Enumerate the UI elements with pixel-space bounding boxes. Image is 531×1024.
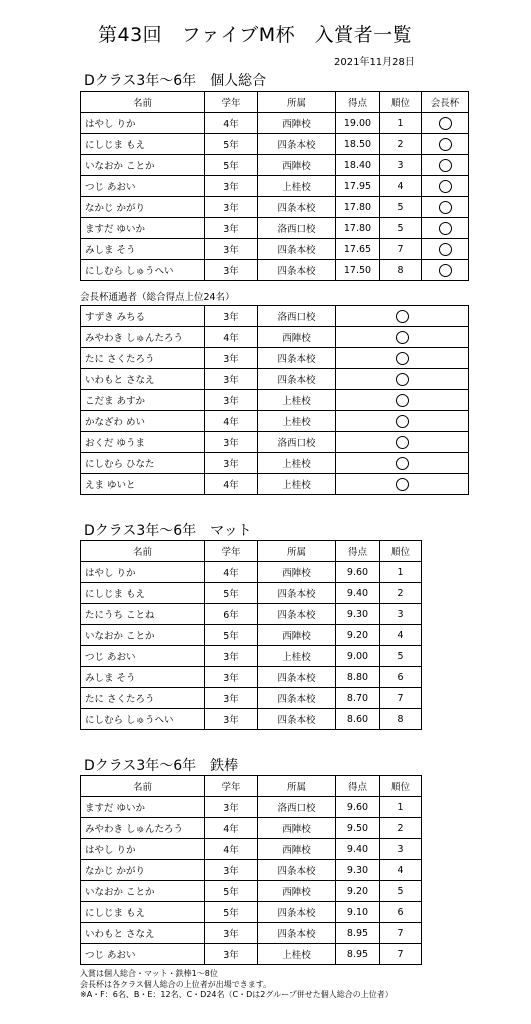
row-school: 四条本校 xyxy=(258,369,336,390)
cup-qualifiers-table xyxy=(80,305,469,495)
row-cup-mark xyxy=(336,306,469,327)
row-grade: 5年 xyxy=(205,155,258,176)
row-rank: 5 xyxy=(380,646,422,667)
row-school: 西陣校 xyxy=(258,839,336,860)
event-date: 2021年11月28日 xyxy=(334,57,415,68)
row-rank: 4 xyxy=(380,625,422,646)
row-name: つじ あおい xyxy=(81,944,205,965)
row-name: いわもと さなえ xyxy=(81,369,205,390)
row-score: 9.60 xyxy=(336,562,380,583)
row-score: 8.95 xyxy=(336,944,380,965)
row-grade: 3年 xyxy=(205,709,258,730)
row-cup-mark xyxy=(336,453,469,474)
table-row xyxy=(81,348,469,369)
table-row xyxy=(81,327,469,348)
row-rank: 7 xyxy=(380,944,422,965)
row-cup-mark xyxy=(336,432,469,453)
overall-table xyxy=(80,91,469,281)
note-line: 入賞は個人総合・マット・鉄棒1～8位 xyxy=(80,969,218,978)
row-school: 四条本校 xyxy=(258,860,336,881)
row-grade: 4年 xyxy=(205,113,258,134)
row-rank: 8 xyxy=(380,260,422,281)
note-line: 会長杯は各クラス個人総合の上位者が出場できます。 xyxy=(80,979,272,989)
row-name: つじ あおい xyxy=(81,646,205,667)
row-name: いわもと さなえ xyxy=(81,923,205,944)
header-grade: 学年 xyxy=(205,541,258,562)
row-score: 9.30 xyxy=(336,860,380,881)
row-school: 西陣校 xyxy=(258,818,336,839)
row-school: 四条本校 xyxy=(258,260,336,281)
table-row xyxy=(81,260,469,281)
header-name: 名前 xyxy=(81,92,205,113)
row-cup-mark xyxy=(336,411,469,432)
row-name: にしむら しゅうへい xyxy=(81,709,205,730)
row-score: 9.40 xyxy=(336,839,380,860)
row-score: 8.80 xyxy=(336,667,380,688)
row-rank: 7 xyxy=(380,923,422,944)
row-name: にしじま もえ xyxy=(81,583,205,604)
circle-mark-icon xyxy=(439,201,452,214)
row-grade: 3年 xyxy=(205,923,258,944)
row-cup-mark xyxy=(422,239,469,260)
row-cup-mark xyxy=(336,327,469,348)
header-school: 所属 xyxy=(258,541,336,562)
circle-mark-icon xyxy=(396,436,409,449)
row-school: 四条本校 xyxy=(258,604,336,625)
circle-mark-icon xyxy=(396,331,409,344)
row-name: ますだ ゆいか xyxy=(81,218,205,239)
row-grade: 4年 xyxy=(205,839,258,860)
row-cup-mark xyxy=(422,260,469,281)
row-rank: 4 xyxy=(380,176,422,197)
row-school: 洛西口校 xyxy=(258,218,336,239)
row-name: にしじま もえ xyxy=(81,902,205,923)
row-school: 洛西口校 xyxy=(258,432,336,453)
circle-mark-icon xyxy=(396,352,409,365)
row-cup-mark xyxy=(422,176,469,197)
row-school: 西陣校 xyxy=(258,113,336,134)
row-school: 上桂校 xyxy=(258,176,336,197)
header-name: 名前 xyxy=(81,776,205,797)
row-name: なかじ かがり xyxy=(81,197,205,218)
row-grade: 5年 xyxy=(205,583,258,604)
row-score: 8.60 xyxy=(336,709,380,730)
row-score: 9.00 xyxy=(336,646,380,667)
table-row xyxy=(81,474,469,495)
row-school: 四条本校 xyxy=(258,134,336,155)
row-grade: 3年 xyxy=(205,197,258,218)
table-row xyxy=(81,646,422,667)
row-name: はやし りか xyxy=(81,113,205,134)
row-name: すずき みちる xyxy=(81,306,205,327)
table-row xyxy=(81,688,422,709)
header-grade: 学年 xyxy=(205,92,258,113)
table-row xyxy=(81,218,469,239)
row-school: 上桂校 xyxy=(258,646,336,667)
header-score: 得点 xyxy=(336,92,380,113)
row-name: おくだ ゆうま xyxy=(81,432,205,453)
row-name: みやわき しゅんたろう xyxy=(81,327,205,348)
row-grade: 4年 xyxy=(205,818,258,839)
row-name: たに さくたろう xyxy=(81,348,205,369)
row-grade: 3年 xyxy=(205,688,258,709)
table-row xyxy=(81,818,422,839)
row-score: 9.50 xyxy=(336,818,380,839)
row-rank: 4 xyxy=(380,860,422,881)
table-row xyxy=(81,197,469,218)
row-school: 四条本校 xyxy=(258,709,336,730)
table-row xyxy=(81,113,469,134)
table-row xyxy=(81,411,469,432)
row-score: 9.60 xyxy=(336,797,380,818)
row-name: こだま あすか xyxy=(81,390,205,411)
row-name: はやし りか xyxy=(81,839,205,860)
table-row xyxy=(81,239,469,260)
row-grade: 4年 xyxy=(205,327,258,348)
row-rank: 1 xyxy=(380,113,422,134)
circle-mark-icon xyxy=(396,394,409,407)
row-school: 上桂校 xyxy=(258,474,336,495)
header-rank: 順位 xyxy=(380,776,422,797)
table-row xyxy=(81,860,422,881)
row-grade: 3年 xyxy=(205,348,258,369)
row-school: 四条本校 xyxy=(258,348,336,369)
row-rank: 2 xyxy=(380,134,422,155)
table-row xyxy=(81,306,469,327)
row-school: 四条本校 xyxy=(258,902,336,923)
row-grade: 3年 xyxy=(205,667,258,688)
table-row xyxy=(81,369,469,390)
row-score: 9.30 xyxy=(336,604,380,625)
row-cup-mark xyxy=(422,113,469,134)
row-grade: 3年 xyxy=(205,646,258,667)
mat-table xyxy=(80,540,422,730)
page-title: 第43回 ファイブM杯 入賞者一覧 xyxy=(98,24,413,46)
row-rank: 8 xyxy=(380,709,422,730)
row-grade: 4年 xyxy=(205,474,258,495)
row-school: 洛西口校 xyxy=(258,306,336,327)
table-header-row xyxy=(81,92,469,113)
row-score: 19.00 xyxy=(336,113,380,134)
circle-mark-icon xyxy=(396,310,409,323)
row-cup-mark xyxy=(336,369,469,390)
row-grade: 3年 xyxy=(205,369,258,390)
table-row xyxy=(81,583,422,604)
section-title-bar: Dクラス3年～6年 鉄棒 xyxy=(84,758,239,774)
row-cup-mark xyxy=(422,197,469,218)
table-row xyxy=(81,155,469,176)
header-rank: 順位 xyxy=(380,541,422,562)
row-grade: 5年 xyxy=(205,902,258,923)
row-name: みしま そう xyxy=(81,239,205,260)
row-cup-mark xyxy=(422,134,469,155)
row-rank: 3 xyxy=(380,155,422,176)
row-grade: 3年 xyxy=(205,432,258,453)
circle-mark-icon xyxy=(439,264,452,277)
bar-table xyxy=(80,775,422,965)
circle-mark-icon xyxy=(396,373,409,386)
row-grade: 5年 xyxy=(205,134,258,155)
circle-mark-icon xyxy=(439,138,452,151)
header-school: 所属 xyxy=(258,92,336,113)
row-school: 西陣校 xyxy=(258,562,336,583)
row-school: 四条本校 xyxy=(258,583,336,604)
row-rank: 7 xyxy=(380,688,422,709)
row-score: 9.20 xyxy=(336,881,380,902)
table-row xyxy=(81,667,422,688)
row-score: 18.40 xyxy=(336,155,380,176)
table-row xyxy=(81,604,422,625)
circle-mark-icon xyxy=(396,457,409,470)
row-name: にしむら ひなた xyxy=(81,453,205,474)
row-score: 8.70 xyxy=(336,688,380,709)
row-score: 17.80 xyxy=(336,218,380,239)
row-grade: 3年 xyxy=(205,860,258,881)
row-grade: 3年 xyxy=(205,218,258,239)
row-school: 上桂校 xyxy=(258,411,336,432)
row-grade: 3年 xyxy=(205,390,258,411)
row-grade: 4年 xyxy=(205,411,258,432)
table-header-row xyxy=(81,541,422,562)
row-school: 上桂校 xyxy=(258,453,336,474)
row-grade: 3年 xyxy=(205,239,258,260)
header-rank: 順位 xyxy=(380,92,422,113)
row-name: つじ あおい xyxy=(81,176,205,197)
row-rank: 2 xyxy=(380,818,422,839)
circle-mark-icon xyxy=(396,415,409,428)
row-rank: 2 xyxy=(380,583,422,604)
row-school: 四条本校 xyxy=(258,923,336,944)
table-row xyxy=(81,432,469,453)
row-name: たに さくたろう xyxy=(81,688,205,709)
row-name: えま ゆいと xyxy=(81,474,205,495)
row-score: 17.95 xyxy=(336,176,380,197)
row-name: かなざわ めい xyxy=(81,411,205,432)
row-name: いなおか ことか xyxy=(81,881,205,902)
row-rank: 5 xyxy=(380,197,422,218)
row-name: ますだ ゆいか xyxy=(81,797,205,818)
table-row xyxy=(81,709,422,730)
circle-mark-icon xyxy=(439,222,452,235)
circle-mark-icon xyxy=(439,159,452,172)
notes xyxy=(80,969,393,1001)
row-cup-mark xyxy=(336,474,469,495)
row-score: 17.50 xyxy=(336,260,380,281)
table-row xyxy=(81,881,422,902)
row-rank: 1 xyxy=(380,797,422,818)
row-name: たにうち ことね xyxy=(81,604,205,625)
table-row xyxy=(81,902,422,923)
table-row xyxy=(81,797,422,818)
row-name: なかじ かがり xyxy=(81,860,205,881)
row-name: いなおか ことか xyxy=(81,155,205,176)
row-school: 西陣校 xyxy=(258,155,336,176)
row-school: 西陣校 xyxy=(258,625,336,646)
row-grade: 3年 xyxy=(205,260,258,281)
row-cup-mark xyxy=(336,390,469,411)
row-rank: 3 xyxy=(380,604,422,625)
row-cup-mark xyxy=(422,155,469,176)
header-cup: 会長杯 xyxy=(422,92,469,113)
table-row xyxy=(81,923,422,944)
row-rank: 6 xyxy=(380,902,422,923)
header-score: 得点 xyxy=(336,776,380,797)
table-row xyxy=(81,176,469,197)
table-row xyxy=(81,562,422,583)
circle-mark-icon xyxy=(439,243,452,256)
row-score: 9.40 xyxy=(336,583,380,604)
row-rank: 1 xyxy=(380,562,422,583)
row-cup-mark xyxy=(336,348,469,369)
row-school: 西陣校 xyxy=(258,327,336,348)
section-title-mat: Dクラス3年～6年 マット xyxy=(84,523,252,539)
cup-qualifiers-caption: 会長杯通過者（総合得点上位24名） xyxy=(80,292,235,303)
row-rank: 5 xyxy=(380,218,422,239)
row-score: 17.80 xyxy=(336,197,380,218)
row-grade: 3年 xyxy=(205,944,258,965)
table-row xyxy=(81,134,469,155)
section-title-overall: Dクラス3年～6年 個人総合 xyxy=(84,73,267,89)
row-score: 17.65 xyxy=(336,239,380,260)
header-grade: 学年 xyxy=(205,776,258,797)
row-name: いなおか ことか xyxy=(81,625,205,646)
row-score: 9.20 xyxy=(336,625,380,646)
row-grade: 5年 xyxy=(205,625,258,646)
table-row xyxy=(81,453,469,474)
table-header-row xyxy=(81,776,422,797)
table-row xyxy=(81,390,469,411)
header-name: 名前 xyxy=(81,541,205,562)
row-name: みやわき しゅんたろう xyxy=(81,818,205,839)
row-rank: 5 xyxy=(380,881,422,902)
row-grade: 3年 xyxy=(205,797,258,818)
row-score: 8.95 xyxy=(336,923,380,944)
row-school: 西陣校 xyxy=(258,881,336,902)
row-cup-mark xyxy=(422,218,469,239)
row-grade: 6年 xyxy=(205,604,258,625)
circle-mark-icon xyxy=(439,180,452,193)
row-grade: 3年 xyxy=(205,306,258,327)
row-school: 四条本校 xyxy=(258,667,336,688)
note-line: ※A・F：6名、B・E：12名、C・D24名（C・Dは2グループ併せた個人総合の上位者） xyxy=(80,990,393,999)
row-rank: 7 xyxy=(380,239,422,260)
header-school: 所属 xyxy=(258,776,336,797)
row-name: にしむら しゅうへい xyxy=(81,260,205,281)
header-score: 得点 xyxy=(336,541,380,562)
table-row xyxy=(81,944,422,965)
circle-mark-icon xyxy=(396,478,409,491)
row-name: にしじま もえ xyxy=(81,134,205,155)
row-school: 上桂校 xyxy=(258,944,336,965)
circle-mark-icon xyxy=(439,117,452,130)
row-school: 四条本校 xyxy=(258,239,336,260)
row-name: はやし りか xyxy=(81,562,205,583)
row-name: みしま そう xyxy=(81,667,205,688)
row-grade: 3年 xyxy=(205,176,258,197)
row-grade: 5年 xyxy=(205,881,258,902)
row-rank: 6 xyxy=(380,667,422,688)
table-row xyxy=(81,625,422,646)
row-school: 四条本校 xyxy=(258,688,336,709)
row-grade: 3年 xyxy=(205,453,258,474)
row-school: 上桂校 xyxy=(258,390,336,411)
row-grade: 4年 xyxy=(205,562,258,583)
row-score: 18.50 xyxy=(336,134,380,155)
table-row xyxy=(81,839,422,860)
row-school: 洛西口校 xyxy=(258,797,336,818)
row-rank: 3 xyxy=(380,839,422,860)
row-score: 9.10 xyxy=(336,902,380,923)
row-school: 四条本校 xyxy=(258,197,336,218)
